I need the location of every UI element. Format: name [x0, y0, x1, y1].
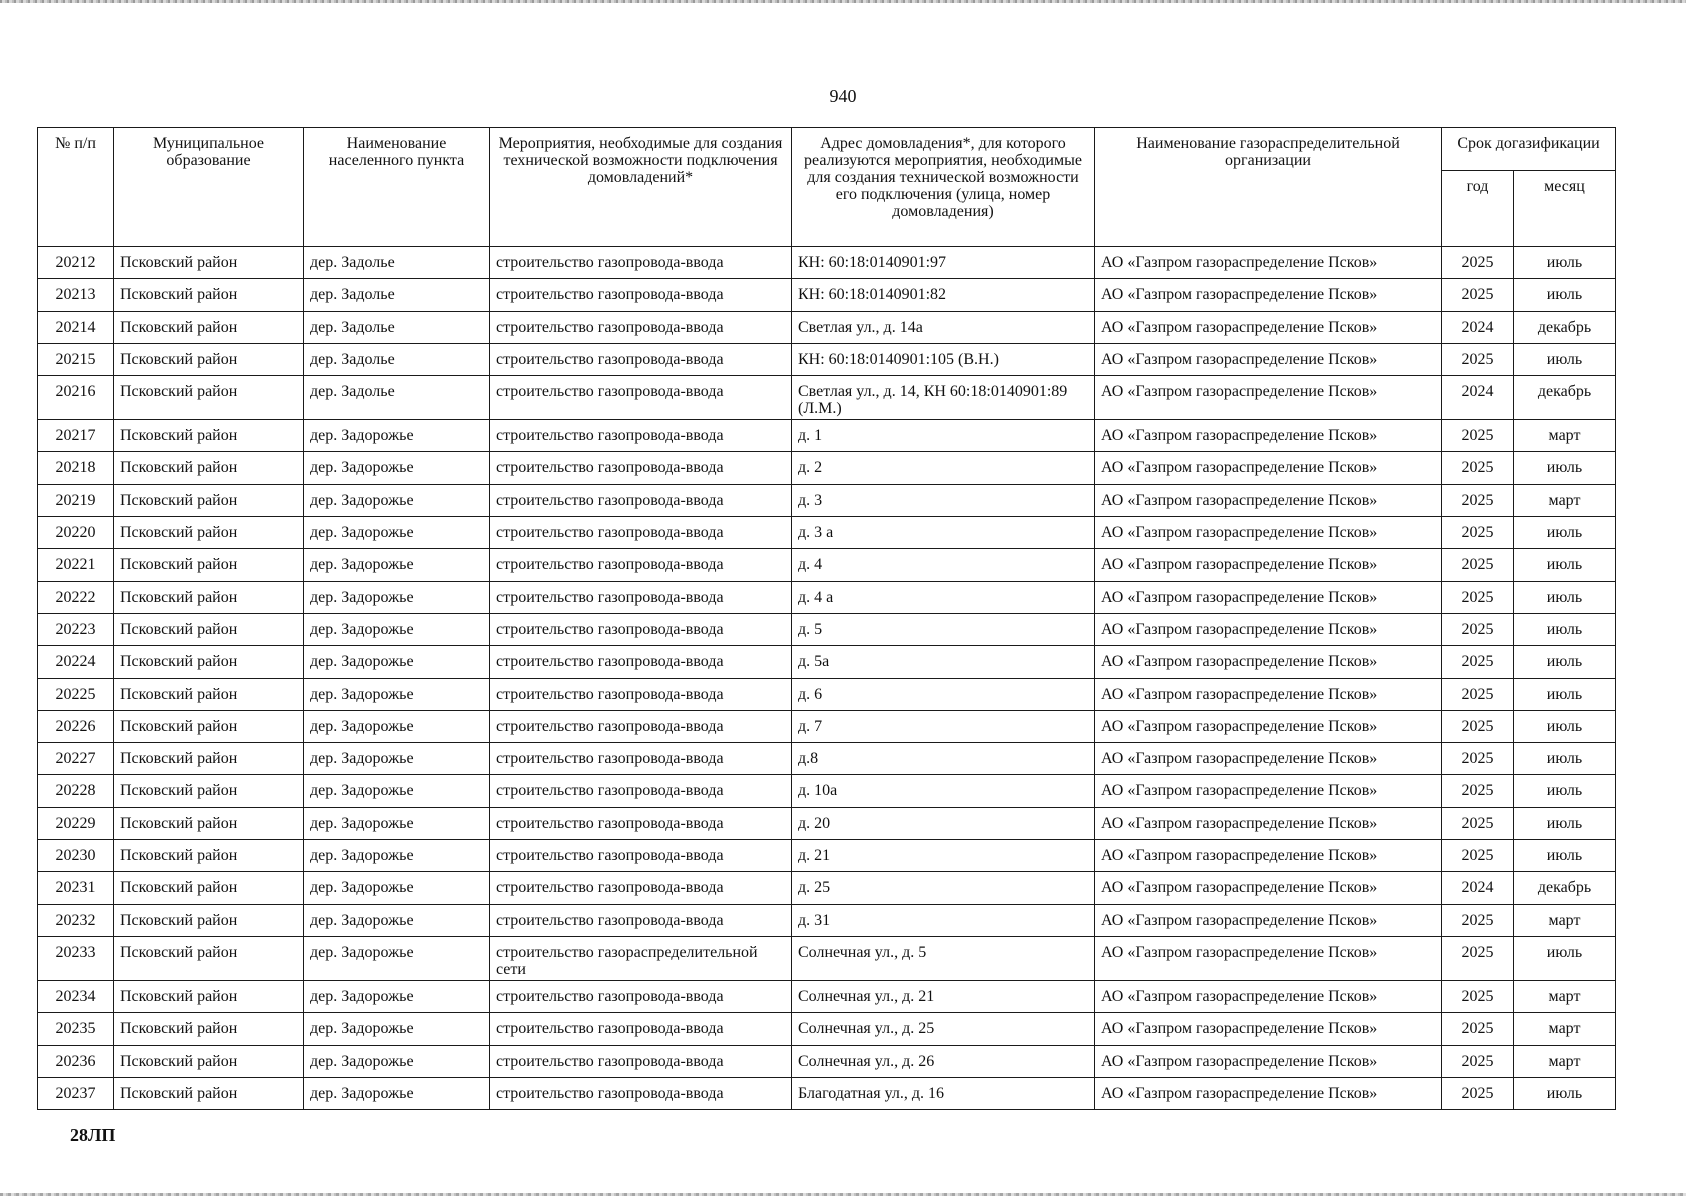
cell-municipality: Псковский район — [114, 775, 304, 807]
cell-num: 20230 — [38, 840, 114, 872]
cell-municipality: Псковский район — [114, 452, 304, 484]
header-num: № п/п — [38, 128, 114, 247]
cell-municipality: Псковский район — [114, 807, 304, 839]
cell-year: 2025 — [1442, 581, 1514, 613]
cell-measure: строительство газопровода-ввода — [490, 743, 792, 775]
cell-year: 2025 — [1442, 549, 1514, 581]
cell-settlement: дер. Задорожье — [304, 452, 490, 484]
cell-organization: АО «Газпром газораспределение Псков» — [1095, 247, 1442, 279]
cell-municipality: Псковский район — [114, 343, 304, 375]
cell-year: 2025 — [1442, 743, 1514, 775]
cell-organization: АО «Газпром газораспределение Псков» — [1095, 311, 1442, 343]
table-row — [38, 807, 1616, 839]
cell-year: 2025 — [1442, 613, 1514, 645]
header-settlement: Наименование населенного пункта — [304, 128, 490, 247]
cell-address: д. 10а — [792, 775, 1095, 807]
cell-address: д. 1 — [792, 420, 1095, 452]
header-year: год — [1442, 171, 1514, 247]
cell-num: 20223 — [38, 613, 114, 645]
cell-month: июль — [1514, 743, 1616, 775]
cell-organization: АО «Газпром газораспределение Псков» — [1095, 710, 1442, 742]
cell-year: 2025 — [1442, 980, 1514, 1012]
cell-municipality: Псковский район — [114, 840, 304, 872]
table-row — [38, 1013, 1616, 1045]
cell-municipality: Псковский район — [114, 646, 304, 678]
cell-month: март — [1514, 980, 1616, 1012]
cell-num: 20229 — [38, 807, 114, 839]
cell-municipality: Псковский район — [114, 936, 304, 980]
cell-organization: АО «Газпром газораспределение Псков» — [1095, 343, 1442, 375]
cell-year: 2025 — [1442, 517, 1514, 549]
cell-organization: АО «Газпром газораспределение Псков» — [1095, 872, 1442, 904]
cell-settlement: дер. Задорожье — [304, 775, 490, 807]
cell-settlement: дер. Задорожье — [304, 872, 490, 904]
cell-num: 20232 — [38, 904, 114, 936]
cell-settlement: дер. Задорожье — [304, 743, 490, 775]
cell-address: д. 21 — [792, 840, 1095, 872]
cell-municipality: Псковский район — [114, 376, 304, 420]
cell-address: Солнечная ул., д. 26 — [792, 1045, 1095, 1077]
page-number: 940 — [829, 86, 857, 106]
table-row — [38, 678, 1616, 710]
cell-municipality: Псковский район — [114, 484, 304, 516]
cell-address: Светлая ул., д. 14а — [792, 311, 1095, 343]
cell-settlement: дер. Задорожье — [304, 581, 490, 613]
cell-year: 2025 — [1442, 840, 1514, 872]
table-row — [38, 646, 1616, 678]
cell-settlement: дер. Задорожье — [304, 678, 490, 710]
cell-measure: строительство газопровода-ввода — [490, 549, 792, 581]
cell-organization: АО «Газпром газораспределение Псков» — [1095, 646, 1442, 678]
cell-address: д.8 — [792, 743, 1095, 775]
cell-organization: АО «Газпром газораспределение Псков» — [1095, 452, 1442, 484]
cell-settlement: дер. Задорожье — [304, 980, 490, 1012]
cell-measure: строительство газопровода-ввода — [490, 452, 792, 484]
cell-organization: АО «Газпром газораспределение Псков» — [1095, 517, 1442, 549]
table-row — [38, 1045, 1616, 1077]
cell-organization: АО «Газпром газораспределение Псков» — [1095, 980, 1442, 1012]
cell-month: июль — [1514, 343, 1616, 375]
cell-measure: строительство газопровода-ввода — [490, 343, 792, 375]
cell-month: декабрь — [1514, 311, 1616, 343]
cell-measure: строительство газопровода-ввода — [490, 279, 792, 311]
cell-settlement: дер. Задорожье — [304, 420, 490, 452]
table-row — [38, 936, 1616, 980]
table-row — [38, 484, 1616, 516]
cell-year: 2025 — [1442, 484, 1514, 516]
cell-organization: АО «Газпром газораспределение Псков» — [1095, 743, 1442, 775]
cell-measure: строительство газопровода-ввода — [490, 904, 792, 936]
cell-num: 20228 — [38, 775, 114, 807]
cell-settlement: дер. Задорожье — [304, 904, 490, 936]
cell-organization: АО «Газпром газораспределение Псков» — [1095, 840, 1442, 872]
cell-year: 2025 — [1442, 343, 1514, 375]
table-row — [38, 710, 1616, 742]
cell-organization: АО «Газпром газораспределение Псков» — [1095, 1077, 1442, 1109]
cell-municipality: Псковский район — [114, 872, 304, 904]
cell-measure: строительство газопровода-ввода — [490, 872, 792, 904]
cell-num: 20219 — [38, 484, 114, 516]
table-row — [38, 452, 1616, 484]
cell-year: 2025 — [1442, 807, 1514, 839]
cell-address: Солнечная ул., д. 25 — [792, 1013, 1095, 1045]
header-deadline: Срок догазификации — [1442, 128, 1616, 171]
cell-num: 20217 — [38, 420, 114, 452]
cell-month: июль — [1514, 517, 1616, 549]
cell-organization: АО «Газпром газораспределение Псков» — [1095, 484, 1442, 516]
cell-organization: АО «Газпром газораспределение Псков» — [1095, 279, 1442, 311]
cell-settlement: дер. Задолье — [304, 311, 490, 343]
cell-year: 2025 — [1442, 775, 1514, 807]
cell-num: 20226 — [38, 710, 114, 742]
cell-num: 20233 — [38, 936, 114, 980]
cell-address: Благодатная ул., д. 16 — [792, 1077, 1095, 1109]
cell-num: 20234 — [38, 980, 114, 1012]
cell-settlement: дер. Задолье — [304, 279, 490, 311]
cell-address: д. 4 — [792, 549, 1095, 581]
cell-month: июль — [1514, 807, 1616, 839]
cell-month: июль — [1514, 549, 1616, 581]
cell-measure: строительство газопровода-ввода — [490, 710, 792, 742]
cell-month: март — [1514, 484, 1616, 516]
cell-year: 2025 — [1442, 678, 1514, 710]
cell-address: д. 4 а — [792, 581, 1095, 613]
cell-organization: АО «Газпром газораспределение Псков» — [1095, 420, 1442, 452]
cell-year: 2025 — [1442, 1077, 1514, 1109]
cell-municipality: Псковский район — [114, 549, 304, 581]
cell-address: д. 5 — [792, 613, 1095, 645]
cell-measure: строительство газораспределительной сети — [490, 936, 792, 980]
cell-month: июль — [1514, 646, 1616, 678]
cell-municipality: Псковский район — [114, 279, 304, 311]
cell-settlement: дер. Задорожье — [304, 613, 490, 645]
cell-measure: строительство газопровода-ввода — [490, 376, 792, 420]
cell-year: 2025 — [1442, 936, 1514, 980]
header-organization: Наименование газораспределительной организации — [1095, 128, 1442, 247]
cell-month: июль — [1514, 678, 1616, 710]
cell-organization: АО «Газпром газораспределение Псков» — [1095, 807, 1442, 839]
cell-municipality: Псковский район — [114, 904, 304, 936]
table-row — [38, 376, 1616, 420]
cell-month: декабрь — [1514, 872, 1616, 904]
cell-municipality: Псковский район — [114, 1077, 304, 1109]
cell-municipality: Псковский район — [114, 743, 304, 775]
cell-organization: АО «Газпром газораспределение Псков» — [1095, 549, 1442, 581]
cell-settlement: дер. Задорожье — [304, 840, 490, 872]
cell-municipality: Псковский район — [114, 1045, 304, 1077]
cell-settlement: дер. Задорожье — [304, 936, 490, 980]
cell-settlement: дер. Задолье — [304, 376, 490, 420]
cell-month: март — [1514, 420, 1616, 452]
table-row — [38, 872, 1616, 904]
cell-measure: строительство газопровода-ввода — [490, 581, 792, 613]
cell-month: июль — [1514, 452, 1616, 484]
table-row — [38, 581, 1616, 613]
cell-year: 2025 — [1442, 710, 1514, 742]
cell-measure: строительство газопровода-ввода — [490, 311, 792, 343]
cell-organization: АО «Газпром газораспределение Псков» — [1095, 613, 1442, 645]
cell-num: 20216 — [38, 376, 114, 420]
cell-num: 20236 — [38, 1045, 114, 1077]
cell-municipality: Псковский район — [114, 517, 304, 549]
cell-organization: АО «Газпром газораспределение Псков» — [1095, 1045, 1442, 1077]
cell-settlement: дер. Задолье — [304, 343, 490, 375]
cell-address: д. 6 — [792, 678, 1095, 710]
cell-num: 20227 — [38, 743, 114, 775]
cell-month: июль — [1514, 710, 1616, 742]
cell-municipality: Псковский район — [114, 678, 304, 710]
cell-address: д. 5а — [792, 646, 1095, 678]
cell-num: 20231 — [38, 872, 114, 904]
cell-num: 20221 — [38, 549, 114, 581]
cell-measure: строительство газопровода-ввода — [490, 646, 792, 678]
cell-month: июль — [1514, 775, 1616, 807]
cell-measure: строительство газопровода-ввода — [490, 247, 792, 279]
cell-num: 20214 — [38, 311, 114, 343]
cell-measure: строительство газопровода-ввода — [490, 1045, 792, 1077]
table-row — [38, 420, 1616, 452]
cell-address: д. 25 — [792, 872, 1095, 904]
cell-num: 20213 — [38, 279, 114, 311]
scan-edge-bottom — [0, 1193, 1686, 1196]
cell-settlement: дер. Задорожье — [304, 1077, 490, 1109]
cell-month: март — [1514, 1045, 1616, 1077]
cell-settlement: дер. Задорожье — [304, 807, 490, 839]
cell-num: 20225 — [38, 678, 114, 710]
cell-measure: строительство газопровода-ввода — [490, 980, 792, 1012]
cell-num: 20220 — [38, 517, 114, 549]
cell-address: д. 3 — [792, 484, 1095, 516]
table-row — [38, 279, 1616, 311]
cell-year: 2025 — [1442, 279, 1514, 311]
table-row — [38, 613, 1616, 645]
cell-month: июль — [1514, 279, 1616, 311]
cell-measure: строительство газопровода-ввода — [490, 807, 792, 839]
table-header — [38, 128, 1616, 247]
cell-address: д. 3 а — [792, 517, 1095, 549]
cell-measure: строительство газопровода-ввода — [490, 613, 792, 645]
table-row — [38, 743, 1616, 775]
cell-measure: строительство газопровода-ввода — [490, 1013, 792, 1045]
cell-measure: строительство газопровода-ввода — [490, 775, 792, 807]
header-month: месяц — [1514, 171, 1616, 247]
cell-address: Светлая ул., д. 14, КН 60:18:0140901:89 (Л.М.) — [792, 376, 1095, 420]
cell-month: июль — [1514, 1077, 1616, 1109]
cell-month: март — [1514, 1013, 1616, 1045]
table-body — [38, 247, 1616, 1110]
cell-num: 20237 — [38, 1077, 114, 1109]
cell-measure: строительство газопровода-ввода — [490, 484, 792, 516]
cell-month: июль — [1514, 247, 1616, 279]
cell-municipality: Псковский район — [114, 613, 304, 645]
gasification-table — [37, 127, 1616, 1110]
cell-organization: АО «Газпром газораспределение Псков» — [1095, 678, 1442, 710]
table-row — [38, 775, 1616, 807]
cell-year: 2025 — [1442, 1013, 1514, 1045]
cell-month: декабрь — [1514, 376, 1616, 420]
cell-organization: АО «Газпром газораспределение Псков» — [1095, 936, 1442, 980]
cell-month: июль — [1514, 613, 1616, 645]
cell-organization: АО «Газпром газораспределение Псков» — [1095, 376, 1442, 420]
cell-num: 20235 — [38, 1013, 114, 1045]
cell-year: 2024 — [1442, 311, 1514, 343]
cell-month: июль — [1514, 936, 1616, 980]
cell-address: д. 2 — [792, 452, 1095, 484]
cell-measure: строительство газопровода-ввода — [490, 517, 792, 549]
cell-num: 20224 — [38, 646, 114, 678]
cell-year: 2025 — [1442, 904, 1514, 936]
cell-municipality: Псковский район — [114, 980, 304, 1012]
cell-address: Солнечная ул., д. 5 — [792, 936, 1095, 980]
footer-code: 28ЛП — [70, 1125, 116, 1145]
cell-municipality: Псковский район — [114, 710, 304, 742]
cell-address: КН: 60:18:0140901:105 (В.Н.) — [792, 343, 1095, 375]
table-row — [38, 980, 1616, 1012]
cell-measure: строительство газопровода-ввода — [490, 678, 792, 710]
table-row — [38, 343, 1616, 375]
cell-address: Солнечная ул., д. 21 — [792, 980, 1095, 1012]
cell-address: КН: 60:18:0140901:82 — [792, 279, 1095, 311]
cell-year: 2025 — [1442, 646, 1514, 678]
cell-measure: строительство газопровода-ввода — [490, 1077, 792, 1109]
table-row — [38, 1077, 1616, 1109]
header-address: Адрес домовладения*, для которого реализуются мероприятия, необходимые для создания технической возможности его подключения (улица, номер домовладения) — [792, 128, 1095, 247]
cell-month: июль — [1514, 840, 1616, 872]
table-row — [38, 517, 1616, 549]
cell-organization: АО «Газпром газораспределение Псков» — [1095, 904, 1442, 936]
cell-year: 2025 — [1442, 452, 1514, 484]
cell-measure: строительство газопровода-ввода — [490, 420, 792, 452]
cell-address: КН: 60:18:0140901:97 — [792, 247, 1095, 279]
cell-municipality: Псковский район — [114, 581, 304, 613]
cell-settlement: дер. Задорожье — [304, 484, 490, 516]
cell-address: д. 7 — [792, 710, 1095, 742]
cell-year: 2025 — [1442, 247, 1514, 279]
cell-municipality: Псковский район — [114, 1013, 304, 1045]
table-row — [38, 549, 1616, 581]
cell-num: 20215 — [38, 343, 114, 375]
cell-settlement: дер. Задолье — [304, 247, 490, 279]
cell-month: март — [1514, 904, 1616, 936]
cell-municipality: Псковский район — [114, 247, 304, 279]
cell-year: 2025 — [1442, 1045, 1514, 1077]
cell-organization: АО «Газпром газораспределение Псков» — [1095, 581, 1442, 613]
cell-organization: АО «Газпром газораспределение Псков» — [1095, 1013, 1442, 1045]
cell-num: 20222 — [38, 581, 114, 613]
header-measures: Мероприятия, необходимые для создания технической возможности подключения домовладений* — [490, 128, 792, 247]
cell-year: 2024 — [1442, 376, 1514, 420]
cell-organization: АО «Газпром газораспределение Псков» — [1095, 775, 1442, 807]
cell-municipality: Псковский район — [114, 420, 304, 452]
cell-settlement: дер. Задорожье — [304, 1013, 490, 1045]
cell-settlement: дер. Задорожье — [304, 517, 490, 549]
cell-address: д. 20 — [792, 807, 1095, 839]
cell-num: 20212 — [38, 247, 114, 279]
header-municipality: Муниципальное образование — [114, 128, 304, 247]
cell-settlement: дер. Задорожье — [304, 549, 490, 581]
table-row — [38, 840, 1616, 872]
cell-settlement: дер. Задорожье — [304, 710, 490, 742]
cell-measure: строительство газопровода-ввода — [490, 840, 792, 872]
cell-settlement: дер. Задорожье — [304, 646, 490, 678]
table-row — [38, 904, 1616, 936]
cell-municipality: Псковский район — [114, 311, 304, 343]
table-row — [38, 247, 1616, 279]
cell-year: 2024 — [1442, 872, 1514, 904]
cell-num: 20218 — [38, 452, 114, 484]
cell-year: 2025 — [1442, 420, 1514, 452]
table-row — [38, 311, 1616, 343]
cell-settlement: дер. Задорожье — [304, 1045, 490, 1077]
scan-edge-top — [0, 0, 1686, 3]
cell-address: д. 31 — [792, 904, 1095, 936]
cell-month: июль — [1514, 581, 1616, 613]
